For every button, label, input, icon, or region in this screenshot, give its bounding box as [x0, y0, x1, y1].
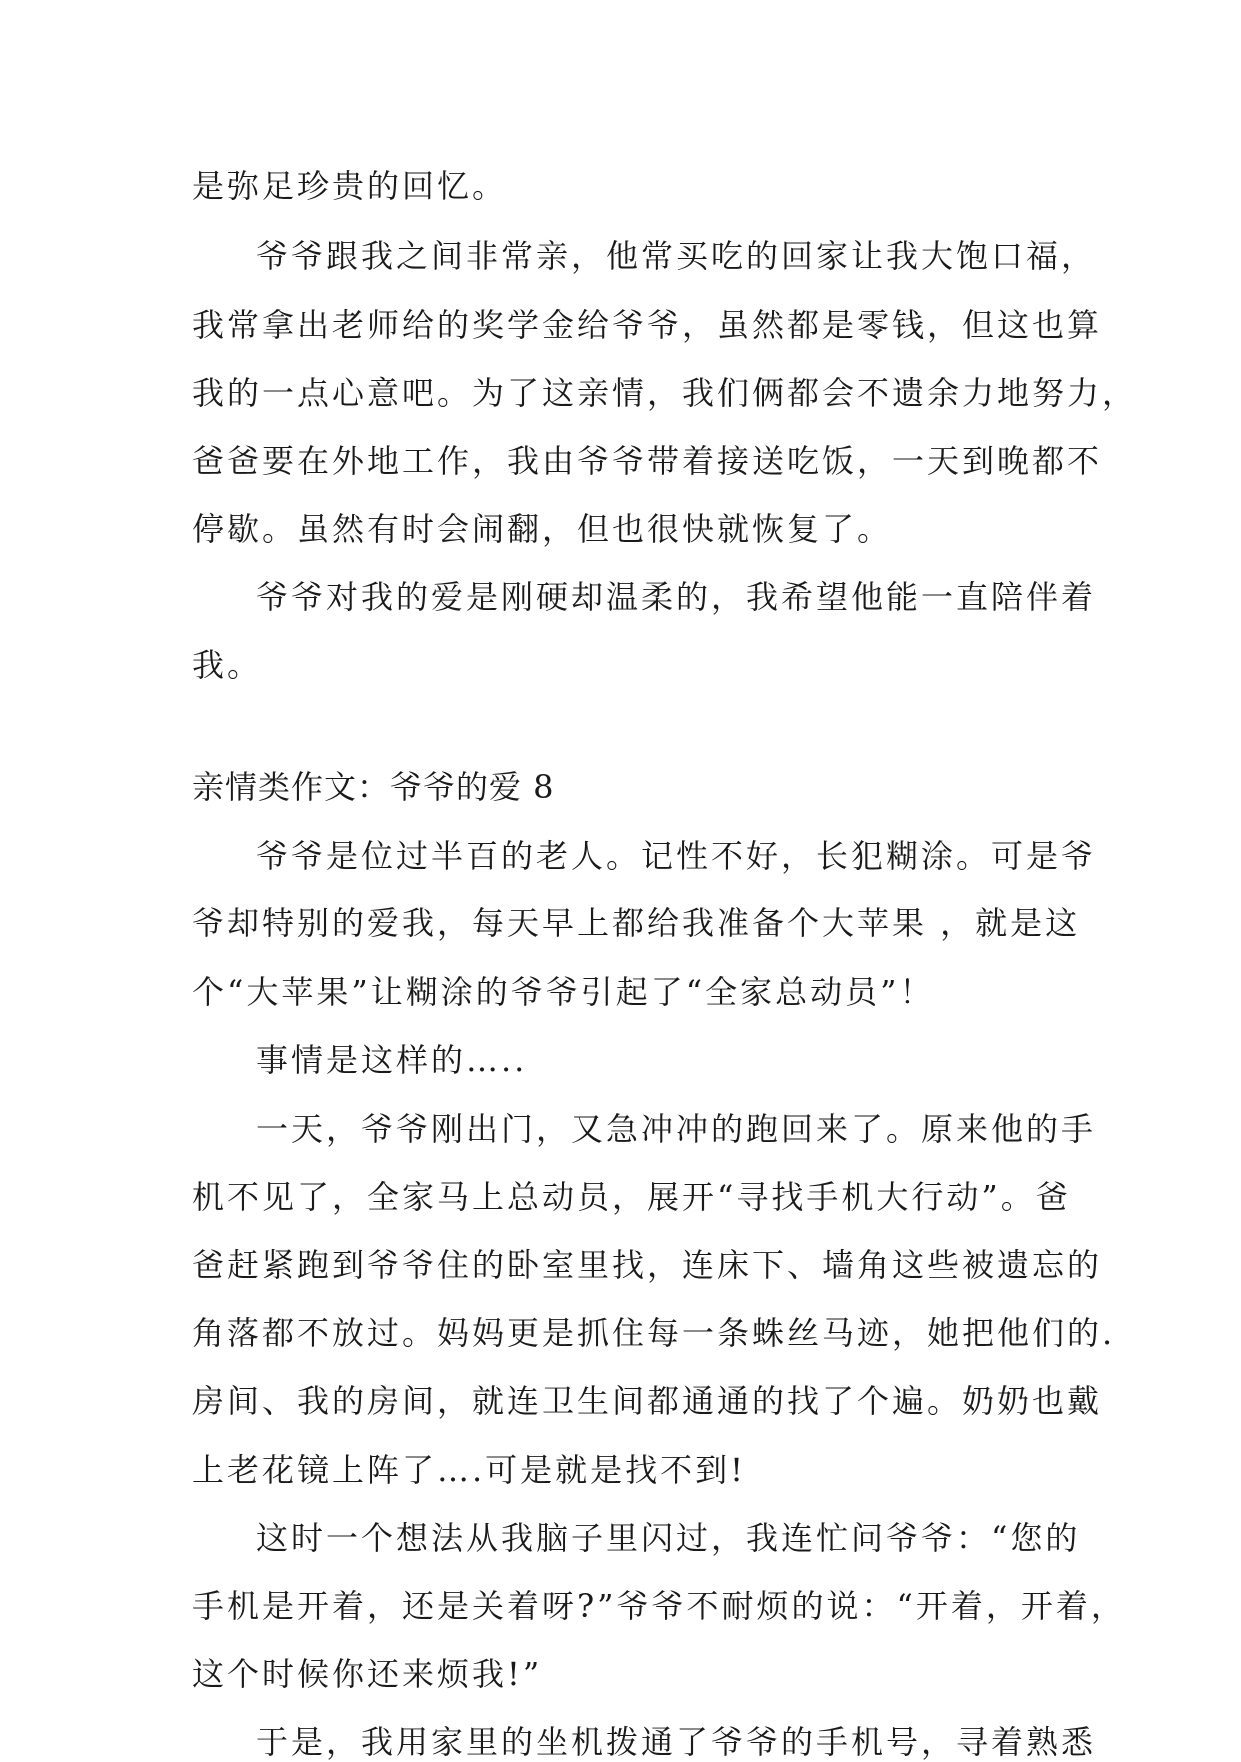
text-line: 这个时候你还来烦我!” — [192, 1655, 543, 1693]
text-line: 爸赶紧跑到爷爷住的卧室里找，连床下、墙角这些被遗忘的 — [192, 1246, 1103, 1284]
text-line: 个“大苹果”让糊涂的爷爷引起了“全家总动员”！ — [192, 973, 935, 1011]
text-line: 爸爸要在外地工作，我由爷爷带着接送吃饭，一天到晚都不 — [192, 442, 1103, 480]
text-line: 手机是开着，还是关着呀?”爷爷不耐烦的说：“开着，开着， — [192, 1587, 1126, 1625]
text-line: 机不见了，全家马上总动员，展开“寻找手机大行动”。爸 — [192, 1178, 1071, 1216]
text-line: 这时一个想法从我脑子里闪过，我连忙问爷爷：“您的 — [256, 1519, 1081, 1557]
text-line: 角落都不放过。妈妈更是抓住每一条蛛丝马迹，她把他们的. — [192, 1314, 1116, 1352]
text-line: 爷爷是位过半百的老人。记性不好，长犯糊涂。可是爷 — [256, 837, 1097, 875]
text-line: 我常拿出老师给的奖学金给爷爷，虽然都是零钱，但这也算 — [192, 306, 1103, 344]
text-line: 我。 — [192, 646, 263, 684]
text-line: 爷爷对我的爱是刚硬却温柔的，我希望他能一直陪伴着 — [256, 578, 1097, 616]
text-line: 房间、我的房间，就连卫生间都通通的找了个遍。奶奶也戴 — [192, 1382, 1103, 1420]
text-line: 爷却特别的爱我，每天早上都给我准备个大苹果 ，就是这 — [192, 904, 1081, 942]
text-line: 一天，爷爷刚出门，又急冲冲的跑回来了。原来他的手 — [256, 1110, 1097, 1148]
text-line: 事情是这样的….. — [256, 1041, 528, 1079]
text-line: 我的一点心意吧。为了这亲情，我们俩都会不遗余力地努力， — [192, 374, 1138, 412]
text-line: 于是，我用家里的坐机拨通了爷爷的手机号，寻着熟悉 — [256, 1723, 1097, 1761]
text-line: 爷爷跟我之间非常亲，他常买吃的回家让我大饱口福， — [256, 237, 1097, 275]
text-line: 上老花镜上阵了….可是就是找不到! — [192, 1451, 747, 1489]
text-line: 停歇。虽然有时会闹翻，但也很快就恢复了。 — [192, 510, 893, 548]
section-title: 亲情类作文：爷爷的爱 8 — [192, 768, 555, 806]
text-line: 是弥足珍贵的回忆。 — [192, 167, 508, 205]
